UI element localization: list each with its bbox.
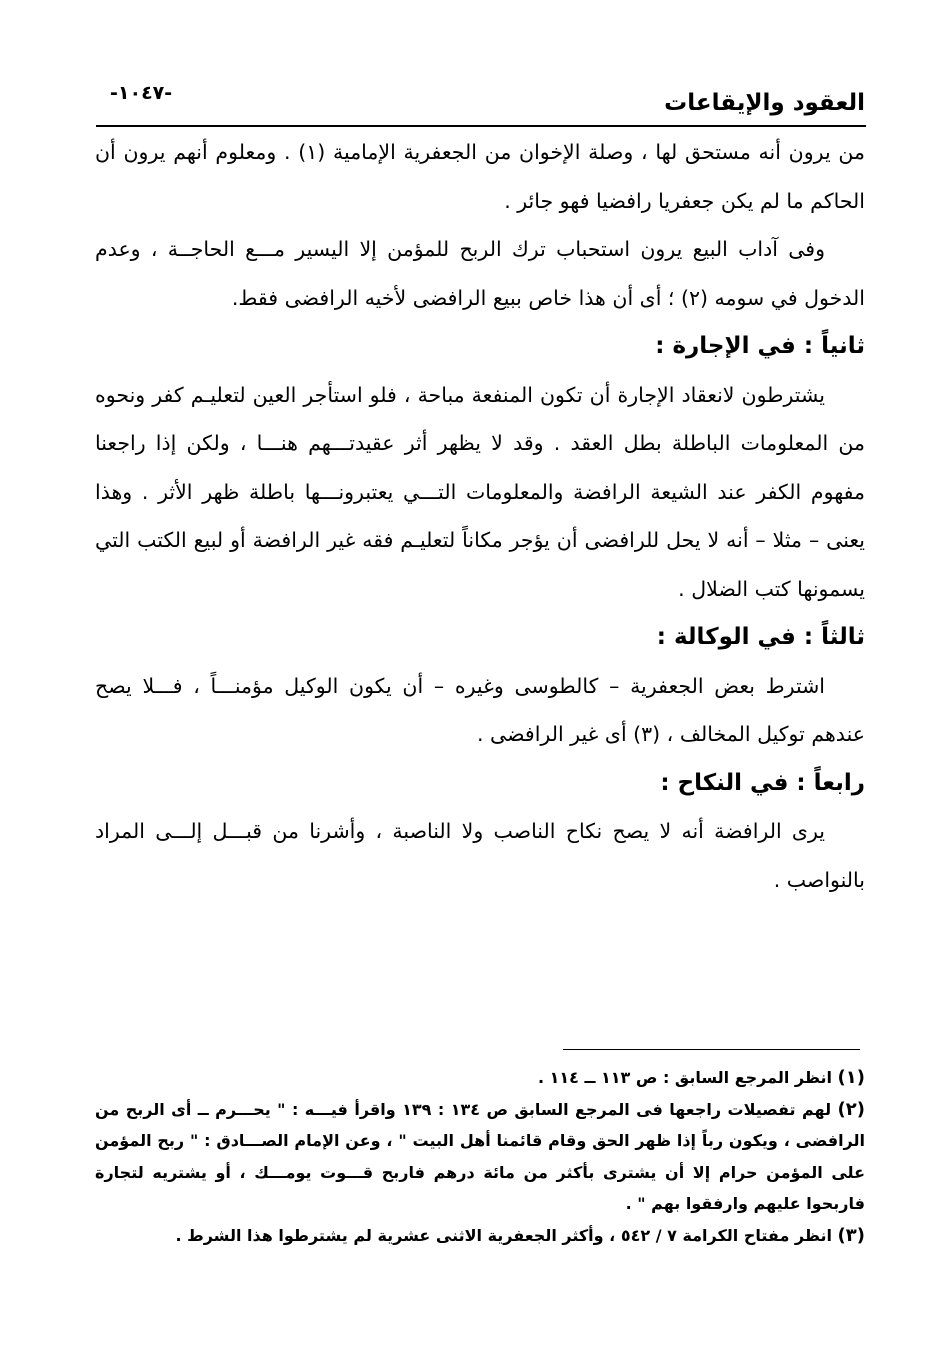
main-text — [95, 128, 865, 904]
paragraph-continued: من يرون أنه مستحق لها ، وصلة الإخوان من الجعفرية الإمامية (١) . ومعلوم أنهم يرون أن الحاكم ما لم يكن جعفريا رافضيا فهو جائر . — [95, 140, 865, 213]
heading-title: في الإجارة : — [655, 333, 796, 359]
footnotes — [95, 1062, 865, 1251]
heading-ordinal: رابعاً : — [796, 769, 865, 796]
heading-ordinal: ثالثاً : — [803, 624, 865, 650]
footnote-3 — [95, 1220, 865, 1252]
footnote-number: (١) — [837, 1067, 865, 1088]
footnote-text: انظر المرجع السابق : ص ١١٣ ــ ١١٤ . — [537, 1068, 832, 1087]
footnote-number: (٣) — [837, 1224, 865, 1246]
footnote-text: لهم تفصيلات راجعها فى المرجع السابق ص ١٣٤ : ١٣٩ واقرأ فيـــه : " يحـــرم ــ أى الربح من الرافضى ، ويكون رباً إذا ظهر الحق وقام قائمنا أهل البيت " ، وعن الإمام الصـــادق : " ربح المؤمن على المؤمن حرام إلا أن يشترى بأكثر من مائة درهم فاربح قـــوت يومـــك ، أو يشتريه لتجارة فاربحوا عليهم وارفقوا بهم " . — [95, 1099, 865, 1213]
paragraph-sale-etiquette: وفى آداب البيع يرون استحباب ترك الربح للمؤمن إلا اليسير مـــع الحاجــة ، وعدم الدخول في سومه (٢) ؛ أى أن هذا خاص ببيع الرافضى لأخيه الرافضى فقط. — [95, 237, 865, 310]
header-rule — [96, 125, 866, 127]
footnote-1 — [95, 1062, 865, 1094]
heading-title: في الوكالة : — [656, 624, 796, 650]
footnote-2 — [95, 1094, 865, 1220]
running-title: العقود والإيقاعات — [664, 90, 865, 116]
section-heading-ijara — [95, 322, 865, 371]
section-heading-nikah — [95, 759, 865, 808]
heading-title: في النكاح : — [660, 769, 789, 796]
page-number: -١٠٤٧- — [110, 82, 173, 104]
footnote-separator — [563, 1049, 860, 1050]
paragraph-ijara: يشترطون لانعقاد الإجارة أن تكون المنفعة مباحة ، فلو استأجر العين لتعليـم كفر ونحوه من المعلومات الباطلة بطل العقد . وقد لا يظهر أثر عقيدتـــهم هنـــا ، ولكن إذا راجعنا مفهوم الكفر عند الشيعة الرافضة والمعلومات التـــي يعتبرونـــها باطلة ظهر الأثر . وهذا يعنى – مثلا – أنه لا يحل للرافضى أن يؤجر مكاناً لتعليـم فقه غير الرافضة أو لبيع الكتب التي يسمونها كتب الضلال . — [95, 382, 865, 601]
paragraph-nikah: يرى الرافضة أنه لا يصح نكاح الناصب ولا الناصبة ، وأشرنا من قبـــل إلـــى المراد بالنواصب . — [95, 819, 865, 892]
paragraph-wakala: اشترط بعض الجعفرية – كالطوسى وغيره – أن يكون الوكيل مؤمنـــاً ، فـــلا يصح عندهم توكيل المخالف ، (٣) أى غير الرافضى . — [95, 673, 865, 746]
footnote-text: انظر مفتاح الكرامة ٧ / ٥٤٢ ، وأكثر الجعفرية الاثنى عشرية لم يشترطوا هذا الشرط . — [175, 1225, 832, 1245]
footnote-number: (٢) — [837, 1098, 866, 1120]
heading-ordinal: ثانياً : — [803, 333, 865, 359]
section-heading-wakala — [95, 613, 865, 662]
